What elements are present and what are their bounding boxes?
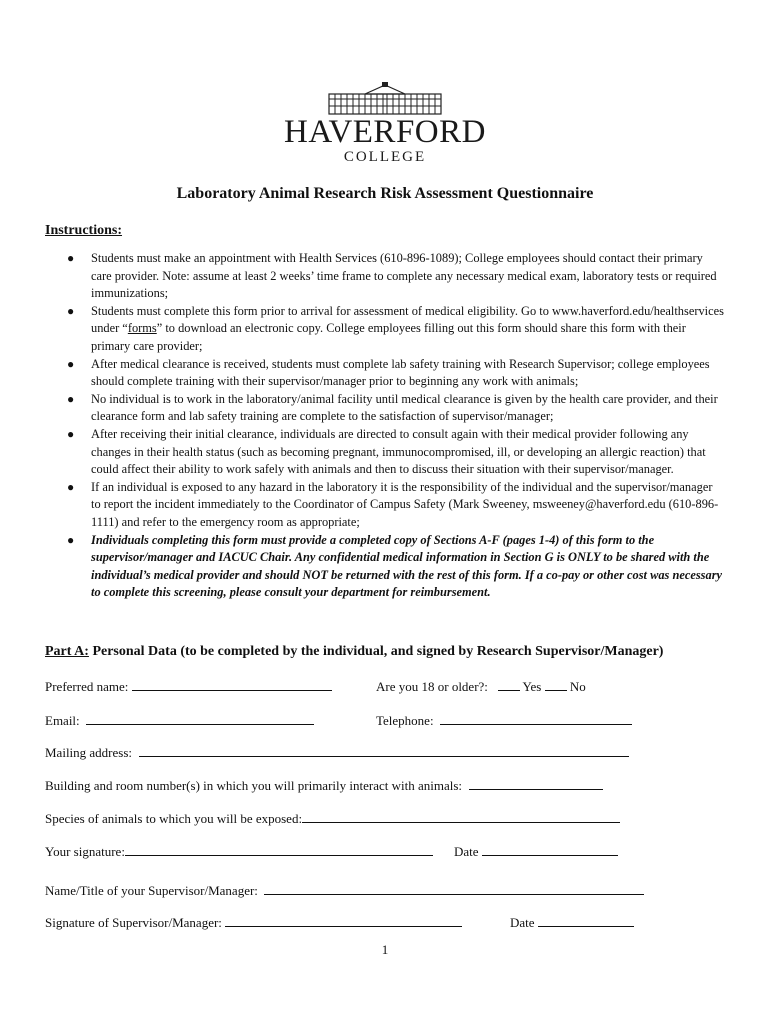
- list-item: ● Students must complete this form prior to arrival for assessment of medical eligibility. Go to www.haverford.edu/healthservices under “forms” to download an electronic copy. College employees filling out this form should share this form with their primary care provider;: [67, 303, 724, 353]
- preferred-name-input[interactable]: [132, 679, 332, 691]
- email-field: Email:: [45, 713, 314, 729]
- logo-subtitle: COLLEGE: [343, 149, 427, 165]
- date-field: Date: [454, 844, 618, 860]
- your-signature-field: Your signature:: [45, 844, 433, 860]
- species-input[interactable]: [302, 811, 620, 823]
- bullet-icon: ●: [67, 479, 75, 494]
- forms-link[interactable]: forms: [127, 321, 157, 336]
- species-field: Species of animals to which you will be exposed:: [45, 811, 620, 827]
- date2-field: Date: [510, 915, 634, 931]
- your-signature-input[interactable]: [125, 844, 433, 856]
- bullet-icon: ●: [67, 251, 75, 265]
- list-item: ● No individual is to work in the laboratory/animal facility until medical clearance is given by the health care provider, and their clearance form and lab safety training are complete to the satisfaction of supervisor/manager;: [67, 391, 718, 424]
- mailing-address-input[interactable]: [139, 745, 629, 757]
- list-item: ● After receiving their initial clearance, individuals are directed to consult again with their medical provider following any changes in their health status (such as becoming pregnant, immunocompromised, ill, or developing an allergic reaction) that could affect their ability to work safely with animals and then to discuss their situation with their supervisor/manager.: [67, 426, 706, 477]
- no-blank[interactable]: [545, 679, 567, 691]
- date-input[interactable]: [482, 844, 618, 856]
- supervisor-signature-input[interactable]: [225, 915, 462, 927]
- telephone-field: Telephone:: [376, 713, 632, 729]
- list-item: ● If an individual is exposed to any hazard in the laboratory it is the responsibility of the individual and the supervisor/manager to report the incident immediately to the Coordinator of Campus Safety (Mark Sweeney, msweeney@haverford.edu (610-896-1111) and refer to the emergency room as appropriate;: [67, 479, 719, 529]
- supervisor-name-input[interactable]: [264, 883, 644, 895]
- page-number: 1: [381, 942, 389, 957]
- list-item: ● After medical clearance is received, students must complete lab safety training with Research Supervisor; college employees should complete training with their supervisor/manager prior to beginning any work with animals;: [67, 356, 710, 389]
- bullet-icon: ●: [67, 391, 75, 406]
- age-question-field: Are you 18 or older?: Yes No: [376, 679, 586, 694]
- supervisor-name-field: Name/Title of your Supervisor/Manager:: [45, 883, 644, 899]
- list-item: ● Students must make an appointment with Health Services (610-896-1089); College employees should contact their primary care provider. Note: assume at least 2 weeks’ time frame to complete any necessary medical exam, laboratory tests or required immunizations;: [67, 251, 717, 301]
- college-building-icon: [0, 82, 770, 116]
- list-item: ● Individuals completing this form must provide a completed copy of Sections A-F (pages 1-4) of this form to the supervisor/manager and IACUC Chair. Any confidential medical information in Section G is ONLY to be shared with the individual’s medical provider and should NOT be returned with the rest of this form. If a co-pay or other cost was necessary to complete this screening, please consult your department for reimbursement.: [67, 532, 723, 600]
- page-title: Laboratory Animal Research Risk Assessment Questionnaire: [176, 185, 594, 202]
- building-room-input[interactable]: [469, 778, 603, 790]
- instructions-list: [45, 250, 725, 602]
- bullet-icon: ●: [67, 532, 75, 547]
- telephone-input[interactable]: [440, 713, 632, 725]
- building-room-field: Building and room number(s) in which you will primarily interact with animals:: [45, 778, 603, 794]
- mailing-address-field: Mailing address:: [45, 745, 629, 761]
- instructions-heading: Instructions:: [45, 223, 123, 238]
- email-input[interactable]: [86, 713, 314, 725]
- logo-wordmark: HAVERFORD: [284, 114, 486, 150]
- supervisor-signature-field: Signature of Supervisor/Manager:: [45, 915, 462, 931]
- date2-input[interactable]: [538, 915, 634, 927]
- bullet-icon: ●: [67, 303, 75, 318]
- preferred-name-field: Preferred name:: [45, 679, 332, 695]
- bullet-icon: ●: [67, 356, 75, 371]
- part-a-heading: Part A: Personal Data (to be completed by the individual, and signed by Research Supervisor/Manager): [45, 644, 664, 659]
- bullet-icon: ●: [67, 426, 75, 441]
- yes-blank[interactable]: [498, 679, 520, 691]
